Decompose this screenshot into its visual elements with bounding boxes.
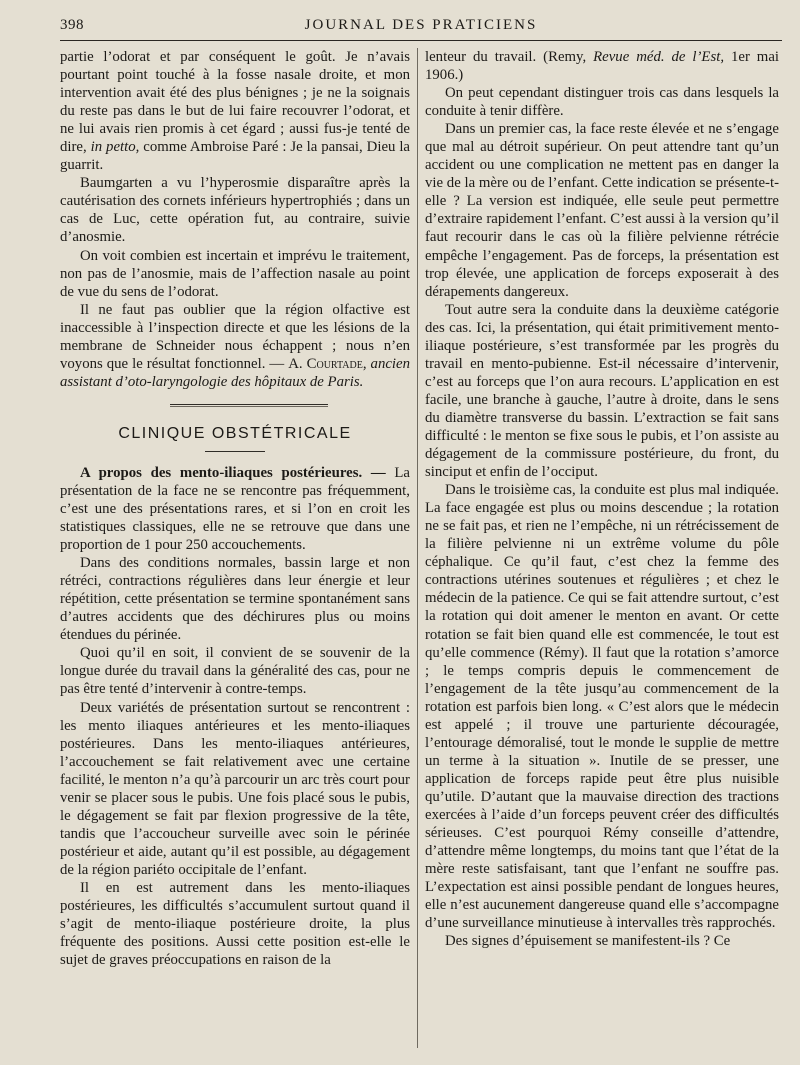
paragraph: On peut cependant distinguer trois cas dans lesquels la conduite à tenir diffère.: [425, 85, 779, 120]
paragraph: Dans des conditions normales, bassin large et non rétréci, contractions régulières dans leur énergie et leur répétition, cette présentation se termine spontanément sans d’autres accidents que des déchirures plus ou moins étendues du périnée.: [60, 555, 410, 644]
section-separator: [60, 391, 410, 419]
separator-rule: [170, 404, 328, 407]
paragraph: Deux variétés de présentation surtout se rencontrent : les mento iliaques antérieures et les mento-iliaques postérieures. Dans les mento-iliaques antérieures, l’accouchement se fait relativement avec une certaine facilité, le menton n’a qu’à parcourir un arc très court pour venir se placer sous le pubis. Une fois placé sous le pubis, le dégagement se fait par flexion progressive de la tête, tandis que l’accoucheur surveille avec soin le périnée postérieur et aide, autant qu’il est possible, au dégagement de la région pariéto occipitale de l’enfant.: [60, 699, 410, 878]
paragraph: Il ne faut pas oublier que la région olfactive est inaccessible à l’inspection directe et que les lésions de la membrane de Schneider nous échappent ; nous n’en voyons que le résultat fonctionnel. — A. Courtade, ancien assistant d’oto-laryngologie des hôpitaux de Paris.: [60, 301, 410, 390]
section-title: CLINIQUE OBSTÉTRICALE: [118, 424, 352, 442]
title-underline: [205, 451, 265, 452]
page-header: [60, 14, 782, 41]
left-column: [60, 48, 410, 969]
paragraph: On voit combien est incertain et imprévu le traitement, non pas de l’anosmie, mais de l’affection nasale au point de vue du sens de l’odorat.: [60, 247, 410, 300]
paragraph: Dans un premier cas, la face reste élevée et ne s’engage que mal au détroit supérieur. On peut attendre tant qu’un accident ou une complication ne mettent pas en danger la vie de la mère ou de l’enfant. Cette indication se présente-t-elle ? La version est indiquée, elle seule peut permettre d’extraire rapidement l’enfant. C’est aussi à la version qu’il faut recourir dans le cas où la filière pelvienne rétrécie empêche l’engagement. Pas de forceps, la présentation est trop élevée, une application de forceps exposerait à des dérapements dangereux.: [425, 121, 779, 300]
paragraph: Dans le troisième cas, la conduite est plus mal indiquée. La face engagée est plus ou moins descendue ; la rotation ne se fait pas, et rien ne l’empêche, ni un rétrécissement de la filière pelvienne ni un extrême volume du pôle céphalique. Ce qu’il faut, c’est chez la femme des contractions utérines soutenues et régulières ; et chez le médecin de la patience. Ce qui se fait attendre surtout, c’est la rotation qui doit amener le menton en avant. Or cette rotation se fait bien quand elle est commencée, le tout est qu’elle commence (Rémy). Il faut que la rotation s’amorce ; le temps compris depuis le commencement de l’engagement de la tête jusqu’au commencement de la rotation est parfois bien long. « C’est alors que le médecin est appelé ; il trouve une parturiente découragée, l’entourage démoralisé, tout le monde le supplie de mettre un terme à la situation ». Inutile de se presser, une application de forceps rapide peut être plus nuisible qu’utile. D’autant que la mauvaise direction des tractions exercées à l’aide d’un forceps peuvent créer des difficultés sérieuses. C’est pourquoi Rémy conseille d’attendre, d’attendre même longtemps, du moins tant que l’état de la mère reste satisfaisant, tant que l’enfant ne souffre pas. L’expectation est ainsi possible pendant de longues heures, elle n’est aucunement dangereuse quand elle s’accompagne d’une surveillance minutieuse à intervalles très rapprochés.: [425, 482, 779, 932]
author-name: A. Courtade,: [288, 355, 367, 372]
paragraph: Baumgarten a vu l’hyperosmie disparaître après la cautérisation des cornets inférieurs hypertrophiés ; dans un cas de Luc, cette opération fut, au contraire, suivie d’anosmie.: [60, 175, 410, 246]
journal-citation: Revue méd. de l’Est,: [593, 49, 725, 65]
column-divider: [417, 48, 418, 1048]
paragraph: Des signes d’épuisement se manifestent-ils ? Ce: [445, 933, 731, 950]
article-title: A propos des mento-iliaques postérieures. —: [80, 464, 386, 481]
article-intro: A propos des mento-iliaques postérieures. — La présentation de la face ne se rencontre pas fréquemment, c’est une des présentations rares, et si l’on en croit les statistiques classiques, elle ne se retrouve que dans une proportion de 1 pour 250 accouchements.: [60, 464, 410, 554]
right-column: [425, 48, 779, 950]
paragraph: lenteur du travail. (Remy, Revue méd. de l’Est, 1er mai 1906.): [425, 49, 779, 84]
paragraph: partie l’odorat et par conséquent le goût. Je n’avais pourtant point touché à la fosse nasale droite, et mon intervention avait été des plus bénignes ; je ne la soignais du reste pas dans le but de lui faire recouvrer l’odorat, et ne lui avais rien promis à cet égard ; aussi fus-je tenté de dire, in petto, comme Ambroise Paré : Je la pansai, Dieu la guarrit.: [60, 49, 410, 174]
page-number: 398: [60, 17, 84, 33]
paragraph: Tout autre sera la conduite dans la deuxième catégorie des cas. Ici, la présentation, qui était primitivement mento-iliaque postérieure, s’est transformée par les progrès du travail en mento-pubienne. Est-il nécessaire d’intervenir, c’est au forceps que l’on aura recours. L’application en est facile, une branche à gauche, l’autre à droite, dans le sens du diamètre transverse du bassin. L’extraction se fait sans difficulté : le menton se fixe sous le pubis, et l’on assiste au dégagement de la commissure postérieure, du front, du sinciput et enfin de l’occiput.: [425, 301, 779, 481]
paragraph: Il en est autrement dans les mento-iliaques postérieures, les difficultés s’accumulent surtout quand il s’agit de mento-iliaque postérieure droite, la plus fréquente des positions. Aussi cette position est-elle le sujet de graves préoccupations en raison de la: [60, 879, 410, 969]
running-title: JOURNAL DES PRATICIENS: [304, 17, 538, 33]
paragraph: Quoi qu’il en soit, il convient de se souvenir de la longue durée du travail dans la généralité des cas, pour ne pas être tenté d’intervenir à contre-temps.: [60, 645, 410, 698]
author-affiliation: ancien assistant d’oto-laryngologie des hôpitaux de Paris.: [60, 355, 410, 390]
